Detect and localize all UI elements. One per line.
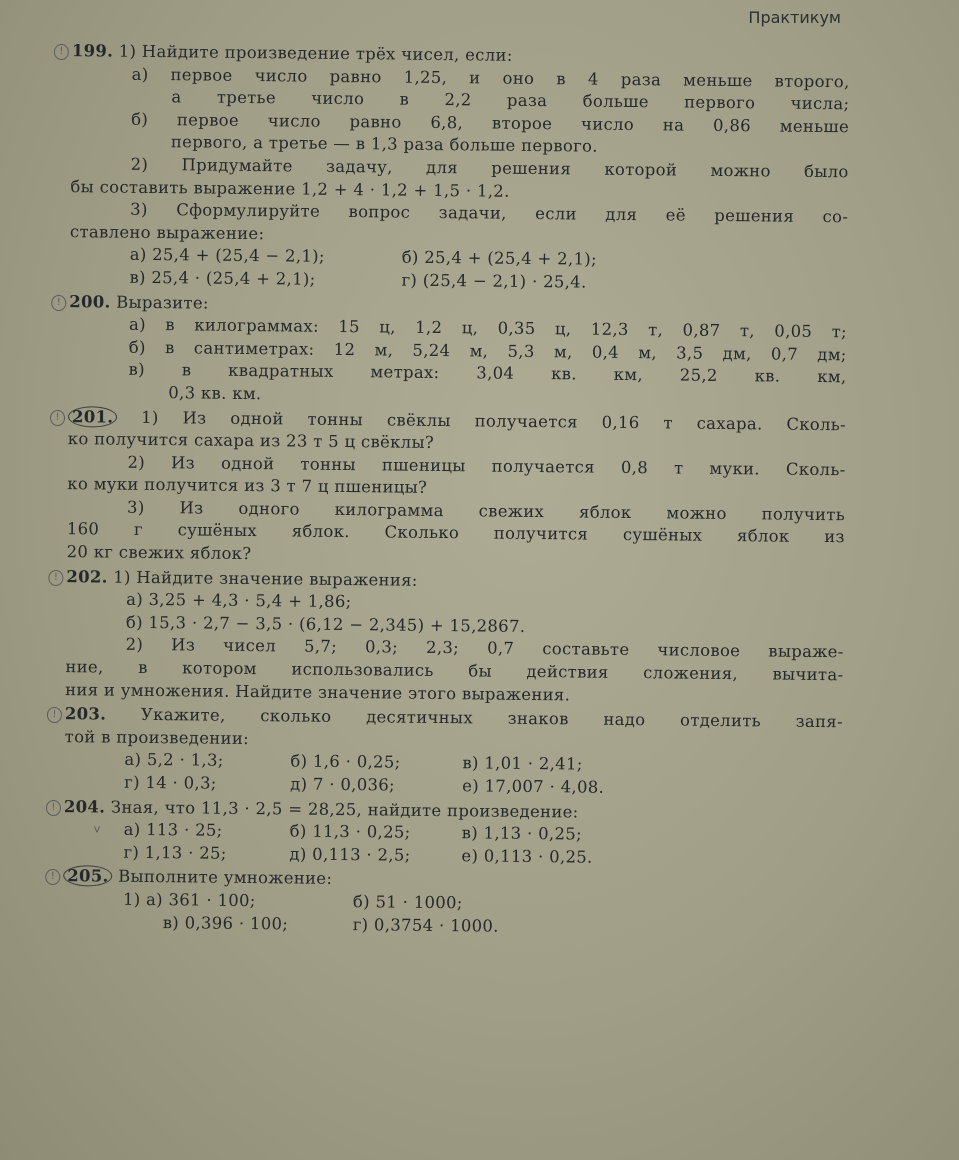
problem-line: 2) Из чисел 5,7; 0,3; 2,3; 0,7 составьте числовое выраже-	[125, 635, 844, 662]
problem-205	[49, 865, 842, 941]
problem-number: 205.	[63, 865, 113, 887]
margin-mark-icon: !	[46, 800, 61, 816]
problem-line: ния и умножения. Найдите значение этого выражения.	[65, 679, 571, 705]
option: е) 17,007 · 4,08.	[462, 776, 605, 797]
option: г) (25,4 − 2,1) · 25,4.	[401, 270, 587, 292]
problem-text: 1) Из одной тонны свёклы получается 0,16 т сахара. Сколь-	[141, 407, 847, 434]
problem-line: ко муки получится из 3 т 7 ц пшеницы?	[67, 474, 428, 498]
option: е) 0,113 · 0,25.	[461, 846, 593, 867]
problem-line: а третье число в 2,2 раза больше первого числа;	[171, 87, 850, 114]
option: в) 1,13 · 0,25;	[461, 823, 583, 844]
option: д) 0,113 · 2,5;	[289, 844, 411, 865]
problem-line: ставлено выражение:	[69, 221, 265, 243]
problem-text: Зная, что 11,3 · 2,5 = 28,25, найдите произведение:	[110, 797, 579, 822]
problem-number: 199.	[71, 41, 114, 61]
problem-line: 2) Придумайте задачу, для решения которой можно было	[130, 154, 849, 182]
problem-text: 1) Найдите значение выражения:	[113, 567, 418, 590]
margin-mark-icon: !	[48, 570, 63, 586]
option: в) 1,01 · 2,41;	[462, 753, 583, 774]
problem-number: 203.	[64, 704, 107, 724]
problem-line: 0,3 кв. км.	[168, 383, 262, 404]
problem-line: ние, в котором использовались бы действия сложения, вычита-	[65, 657, 844, 685]
problem-text: Выполните умножение:	[118, 867, 333, 889]
problem-204	[49, 796, 842, 872]
margin-mark-icon: !	[51, 294, 66, 310]
problem-line: 160 г сушёных яблок. Сколько получится сушёных яблок из	[66, 519, 845, 547]
option: г) 0,3754 · 1000.	[352, 914, 499, 936]
problem-line: а) в килограммах: 15 ц, 1,2 ц, 0,35 ц, 12,3 т, 0,87 т, 0,05 т;	[128, 314, 848, 342]
problem-number: 200.	[69, 291, 111, 312]
running-header: Практикум	[748, 8, 841, 27]
problem-text: Выразите:	[116, 292, 209, 313]
problem-202	[51, 566, 844, 710]
option: б) 51 · 1000;	[352, 892, 463, 913]
problem-line: б) в сантиметрах: 12 м, 5,24 м, 5,3 м, 0,4 м, 3,5 дм, 0,7 дм;	[128, 337, 847, 364]
margin-mark-icon: !	[47, 707, 62, 723]
option: а) 5,2 · 1,3;	[124, 750, 224, 771]
problem-line: б) 15,3 · 2,7 − 3,5 · (6,12 − 2,345) + 15,2867.	[125, 612, 526, 636]
problem-number: 204.	[63, 796, 106, 817]
problem-text: Укажите, сколько десятичных знаков надо отделить запя-	[140, 705, 844, 732]
problem-line: 3) Сформулируйте вопрос задачи, если для её решения со-	[130, 199, 849, 227]
option: в) 0,396 · 100;	[162, 912, 289, 934]
problem-line: б) первое число равно 6,8, второе число на 0,86 меньше	[131, 109, 850, 137]
option: г) 1,13 · 25;	[123, 842, 227, 863]
page-content	[49, 40, 850, 943]
problem-number: 201.	[68, 406, 118, 428]
margin-mark-icon: !	[50, 409, 65, 425]
option: д) 7 · 0,036;	[290, 774, 396, 795]
problem-line: а) первое число равно 1,25, и оно в 4 раза меньше второго,	[131, 64, 850, 91]
option: в) 25,4 · (25,4 + 2,1);	[129, 267, 316, 289]
problem-line: 3) Из одного килограмма свежих яблок можно получить	[127, 497, 846, 525]
problem-line: в) в квадратных метрах: 3,04 кв. км, 25,2 кв. км,	[128, 360, 847, 387]
problem-199	[55, 40, 850, 297]
problem-line: бы составить выражение 1,2 + 4 · 1,2 + 1,5 · 1,2.	[70, 176, 510, 201]
problem-201	[53, 405, 847, 571]
option: б) 25,4 + (25,4 + 2,1);	[401, 247, 598, 269]
problem-203	[50, 703, 843, 802]
option: б) 1,6 · 0,25;	[290, 751, 401, 773]
pencil-tick-mark: v	[93, 822, 101, 836]
option: 1) а) 361 · 100;	[122, 889, 256, 911]
margin-mark-icon: !	[45, 869, 60, 885]
option: г) 14 · 0,3;	[124, 772, 217, 793]
option: б) 11,3 · 0,25;	[289, 821, 411, 842]
problem-line: ко получится сахара из 23 т 5 ц свёклы?	[67, 429, 435, 453]
problem-line: первого, а третье — в 1,3 раза больше первого.	[170, 132, 598, 157]
option: а) 113 · 25;	[123, 819, 223, 840]
option: а) 25,4 + (25,4 − 2,1);	[129, 245, 325, 267]
margin-mark-icon: !	[54, 44, 69, 60]
problem-text: 1) Найдите произведение трёх чисел, если:	[118, 41, 513, 65]
problem-line: 20 кг свежих яблок?	[66, 542, 252, 564]
problem-number: 202.	[66, 566, 108, 587]
problem-line: а) 3,25 + 4,3 · 5,4 + 1,86;	[126, 589, 352, 612]
problem-200	[54, 291, 847, 412]
problem-line: 2) Из одной тонны пшеницы получается 0,8 т муки. Сколь-	[127, 452, 846, 479]
problem-line: той в произведении:	[64, 726, 250, 748]
